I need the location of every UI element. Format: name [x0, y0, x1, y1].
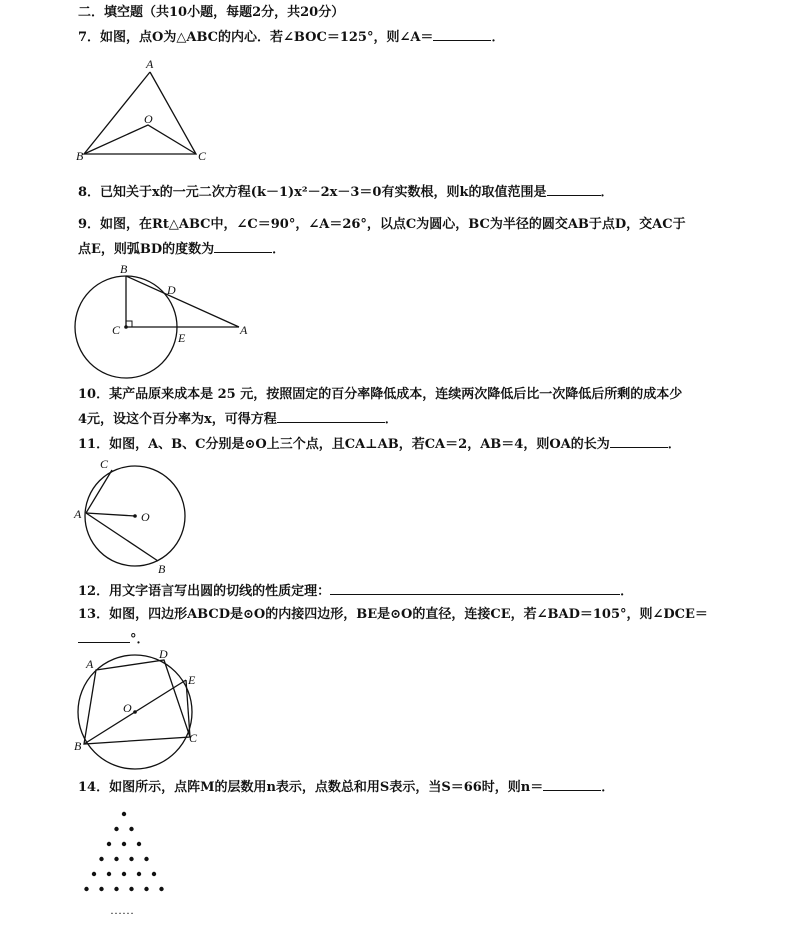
label-q13-a: A	[86, 657, 94, 671]
label-q14-ellipsis: ……	[110, 903, 134, 917]
figure-q9-circle	[70, 264, 250, 374]
lattice-dot	[122, 812, 126, 816]
lattice-dot	[92, 872, 96, 876]
answer-blank-14[interactable]	[543, 778, 601, 791]
question-12	[78, 582, 633, 601]
lattice-dot	[129, 887, 133, 891]
lattice-dot	[144, 887, 148, 891]
lattice-dot	[122, 872, 126, 876]
label-q9-b: B	[120, 262, 128, 276]
lattice-dot	[159, 887, 163, 891]
label-q9-d: D	[167, 283, 176, 297]
figure-q7-triangle	[78, 58, 218, 168]
lattice-dot	[114, 887, 118, 891]
lattice-dot	[114, 857, 118, 861]
question-11	[78, 435, 681, 454]
question-10-line-2	[78, 410, 398, 429]
label-q7-c: C	[198, 149, 207, 163]
question-14-text: 14．如图所示，点阵M的层数用n表示，点数总和用S表示，当S＝66时，则n＝	[78, 780, 544, 795]
label-q13-e: E	[188, 673, 196, 687]
label-q13-b: B	[74, 739, 82, 753]
label-q13-o: O	[123, 701, 132, 715]
question-7	[78, 28, 504, 47]
label-q7-b: B	[76, 149, 84, 163]
label-q9-a: A	[240, 323, 248, 337]
lattice-dot	[137, 842, 141, 846]
answer-blank-13[interactable]	[78, 630, 130, 643]
answer-blank-9[interactable]	[214, 240, 272, 253]
section-header: 二．填空题（共10小题，每题2分，共20分）	[78, 5, 345, 20]
figure-q14-dot-lattice	[72, 806, 192, 926]
lattice-dot	[152, 872, 156, 876]
figure-q11-circle	[72, 456, 202, 576]
question-13-line-1: 13．如图，四边形ABCD是⊙O的内接四边形，BE是⊙O的直径，连接CE，若∠BAD＝105°，则∠DCE＝	[78, 607, 708, 622]
label-q13-d: D	[159, 647, 168, 661]
figure-q13-circle	[72, 647, 212, 772]
label-q9-e: E	[178, 331, 186, 345]
lattice-dot	[129, 857, 133, 861]
question-13-line-2	[78, 630, 150, 649]
lattice-dot	[137, 872, 141, 876]
label-q11-a: A	[74, 507, 82, 521]
lattice-dot	[114, 827, 118, 831]
answer-blank-10[interactable]	[277, 410, 385, 423]
question-9-line-1: 9．如图，在Rt△ABC中，∠C＝90°，∠A＝26°，以点C为圆心，BC为半径的圆交AB于点D，交AC于	[78, 217, 686, 232]
question-8	[78, 183, 614, 202]
question-7-tail: ．	[491, 30, 505, 45]
question-9-line-2	[78, 240, 285, 259]
question-9-tail: ．	[272, 242, 286, 257]
answer-blank-12[interactable]	[330, 582, 620, 595]
question-12-text: 12．用文字语言写出圆的切线的性质定理：	[78, 584, 331, 599]
answer-blank-8[interactable]	[547, 183, 601, 196]
question-13-tail: °．	[130, 632, 150, 647]
label-q13-c: C	[189, 731, 198, 745]
label-q11-b: B	[158, 562, 166, 576]
question-10-tail: ．	[384, 412, 398, 427]
question-8-tail: ．	[600, 185, 614, 200]
lattice-dot	[99, 857, 103, 861]
lattice-dot	[99, 887, 103, 891]
label-q11-c: C	[100, 457, 109, 471]
answer-blank-11[interactable]	[610, 435, 668, 448]
lattice-dot	[122, 842, 126, 846]
answer-blank-7[interactable]	[433, 28, 491, 41]
question-14	[78, 778, 614, 797]
question-14-tail: ．	[601, 780, 615, 795]
lattice-dot	[129, 827, 133, 831]
lattice-dot	[144, 857, 148, 861]
question-9-text: 点E，则弧BD的度数为	[78, 242, 215, 257]
question-7-text: 7．如图，点O为△ABC的内心．若∠BOC＝125°，则∠A＝	[78, 30, 434, 45]
question-8-text: 8．已知关于x的一元二次方程(k－1)x²－2x－3＝0有实数根，则k的取值范围是	[78, 185, 547, 200]
lattice-dot	[84, 887, 88, 891]
label-q9-c: C	[112, 323, 121, 337]
question-10-line-1: 10．某产品原来成本是 25 元，按照固定的百分率降低成本，连续两次降低后比一次降低后所剩的成本少	[78, 387, 683, 402]
lattice-dot	[107, 842, 111, 846]
question-11-text: 11．如图，A、B、C分别是⊙O上三个点，且CA⊥AB，若CA＝2，AB＝4，则OA的长为	[78, 437, 610, 452]
question-11-tail: ．	[667, 437, 681, 452]
lattice-dot	[107, 872, 111, 876]
label-q11-o: O	[141, 510, 150, 524]
question-10-text: 4元，设这个百分率为x，可得方程	[78, 412, 277, 427]
question-12-tail: ．	[620, 584, 634, 599]
label-q7-o: O	[144, 112, 153, 126]
label-q7-a: A	[146, 57, 154, 71]
